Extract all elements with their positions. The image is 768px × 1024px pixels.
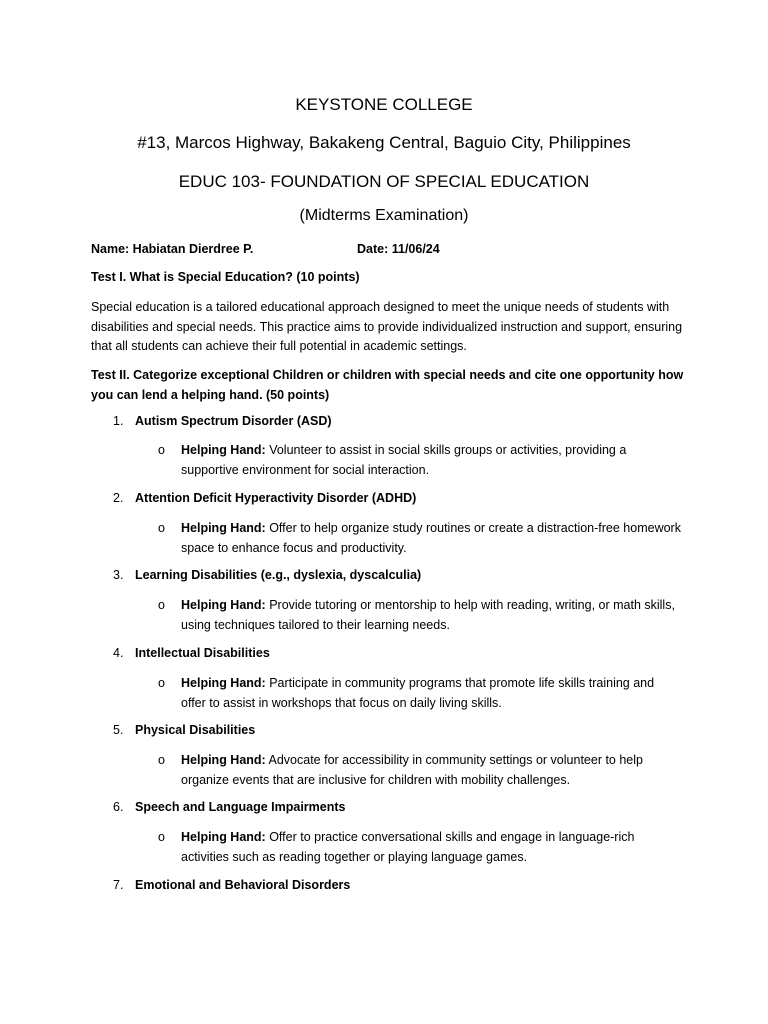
test1-answer: Special education is a tailored educational approach designed to meet the unique needs of students with disabilities and special needs. This practice aims to provide individualized instruction and support, ensuring that all students can achieve their full potential in academic settings.: [91, 300, 683, 353]
helping-hand-text: [181, 674, 681, 713]
bullet-icon: o: [158, 443, 165, 457]
helping-hand-text: [181, 751, 681, 790]
exam-date: Date: 11/06/24: [357, 242, 440, 256]
helping-hand-text: [181, 519, 681, 558]
bullet-icon: o: [158, 521, 165, 535]
bullet-icon: o: [158, 753, 165, 767]
helping-hand-text: [181, 441, 681, 480]
bullet-icon: o: [158, 598, 165, 612]
bullet-icon: o: [158, 676, 165, 690]
test1-title: Test I. What is Special Education? (10 points): [91, 270, 360, 284]
helping-hand-label: Helping Hand:: [181, 598, 266, 612]
item-number: 6.: [113, 800, 124, 814]
helping-hand-description: Offer to practice conversational skills and engage in language-rich activities such as reading together or playing language games.: [181, 830, 635, 864]
exam-title: (Midterms Examination): [299, 207, 469, 224]
helping-hand-label: Helping Hand:: [181, 830, 266, 844]
helping-hand-label: Helping Hand:: [181, 443, 266, 457]
course-title: EDUC 103- FOUNDATION OF SPECIAL EDUCATION: [178, 172, 590, 191]
item-title: Intellectual Disabilities: [135, 646, 270, 660]
item-number: 2.: [113, 491, 124, 505]
helping-hand-label: Helping Hand:: [181, 521, 266, 535]
bullet-icon: o: [158, 830, 165, 844]
item-number: 7.: [113, 878, 124, 892]
college-name: KEYSTONE COLLEGE: [295, 95, 473, 114]
helping-hand-label: Helping Hand:: [181, 676, 266, 690]
item-title: Attention Deficit Hyperactivity Disorder (ADHD): [135, 491, 417, 505]
helping-hand-description: Offer to help organize study routines or create a distraction-free homework space to enhance focus and productivity.: [181, 521, 681, 555]
item-title: Emotional and Behavioral Disorders: [135, 878, 351, 892]
test2-title: Test II. Categorize exceptional Children or children with special needs and cite one opportunity how you can lend a helping hand. (50 points): [91, 368, 684, 402]
helping-hand-label: Helping Hand:: [181, 753, 266, 767]
item-number: 5.: [113, 723, 124, 737]
helping-hand-description: Provide tutoring or mentorship to help with reading, writing, or math skills, using techniques tailored to their learning needs.: [181, 598, 675, 632]
item-title: Speech and Language Impairments: [135, 800, 346, 814]
helping-hand-description: Advocate for accessibility in community settings or volunteer to help organize events that are inclusive for children with mobility challenges.: [181, 753, 643, 787]
item-title: Autism Spectrum Disorder (ASD): [135, 414, 332, 428]
item-number: 1.: [113, 414, 124, 428]
college-address: #13, Marcos Highway, Bakakeng Central, Baguio City, Philippines: [137, 133, 631, 152]
item-title: Learning Disabilities (e.g., dyslexia, dyscalculia): [135, 568, 422, 582]
item-number: 3.: [113, 568, 124, 582]
item-title: Physical Disabilities: [135, 723, 256, 737]
helping-hand-text: [181, 828, 681, 867]
student-name: Name: Habiatan Dierdree P.: [91, 242, 254, 256]
item-number: 4.: [113, 646, 124, 660]
helping-hand-text: [181, 596, 681, 635]
helping-hand-description: Participate in community programs that promote life skills training and offer to assist in workshops that focus on daily living skills.: [181, 676, 655, 710]
helping-hand-description: Volunteer to assist in social skills groups or activities, providing a supportive environment for social interaction.: [181, 443, 627, 477]
